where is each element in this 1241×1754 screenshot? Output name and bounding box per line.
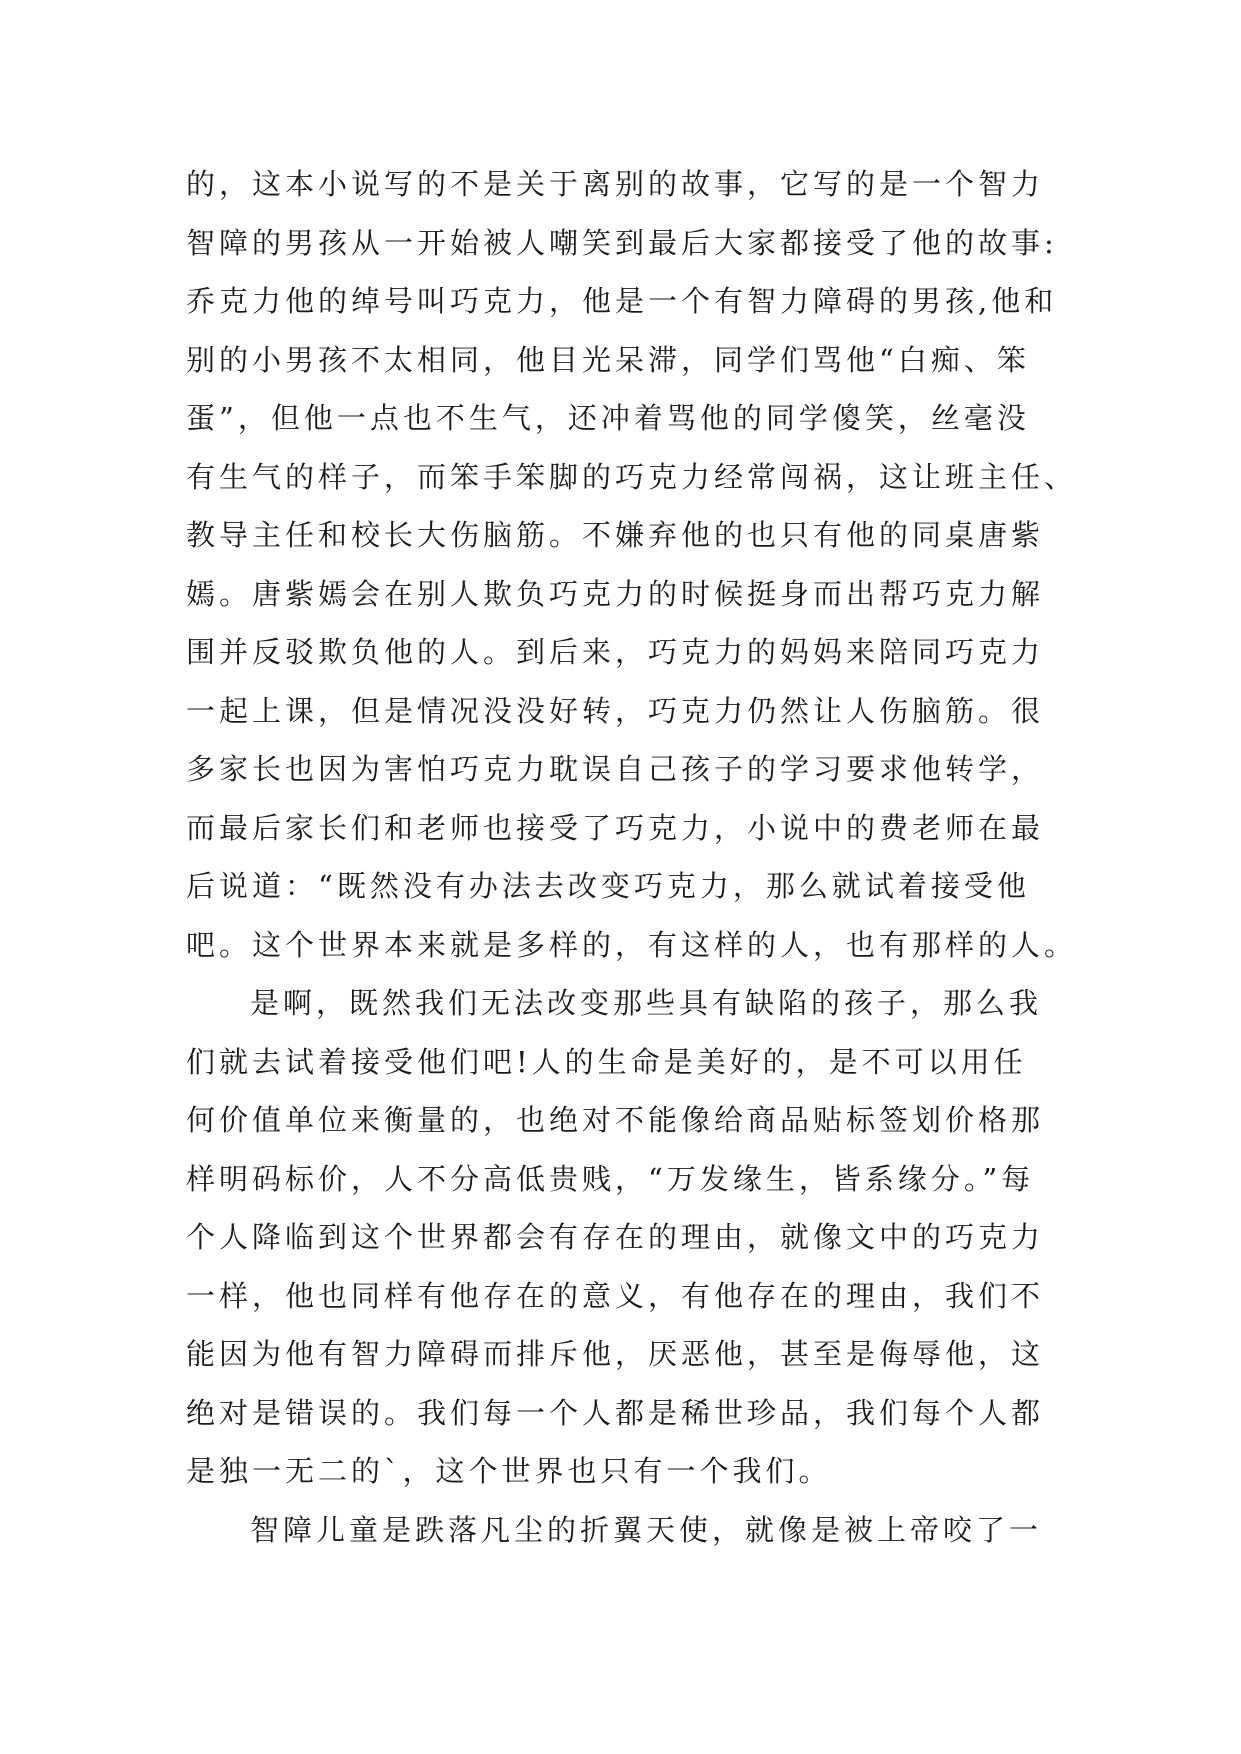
text-line: 样明码标价，人不分高低贵贱，“万发缘生，皆系缘分。”每 xyxy=(186,1161,1035,1196)
text-line: 后说道：“既然没有办法去改变巧克力，那么就试着接受他 xyxy=(186,869,1030,903)
text-line: 别的小男孩不太相同，他目光呆滞，同学们骂他“白痴、笨 xyxy=(186,342,1030,377)
text-line: 的，这本小说写的不是关于离别的故事，它写的是一个智力 xyxy=(186,167,1045,201)
text-line: 一起上课，但是情况没没好转，巧克力仍然让人伤脑筋。很 xyxy=(186,693,1045,728)
text-line: 绝对是错误的。我们每一个人都是稀世珍品，我们每个人都 xyxy=(186,1395,1045,1430)
text-line: 智障的男孩从一开始被人嘲笑到最后大家都接受了他的故事: xyxy=(186,225,1058,260)
text-line: 而最后家长们和老师也接受了巧克力，小说中的费老师在最 xyxy=(186,810,1045,845)
body-text xyxy=(186,155,1086,1559)
paragraph-start-line: 是啊，既然我们无法改变那些具有缺陷的孩子，那么我 xyxy=(250,986,1043,1020)
text-line: 何价值单位来衡量的，也绝对不能像给商品贴标签划价格那 xyxy=(186,1103,1045,1137)
text-line: 乔克力他的绰号叫巧克力，他是一个有智力障碍的男孩,他和 xyxy=(186,284,1058,318)
text-line: 蛋”，但他一点也不生气，还冲着骂他的同学傻笑，丝毫没 xyxy=(186,401,1030,435)
paragraph-start-line: 智障儿童是跌落凡尘的折翼天使，就像是被上帝咬了一 xyxy=(250,1512,1043,1547)
text-line: 多家长也因为害怕巧克力耽误自己孩子的学习要求他转学， xyxy=(186,752,1045,786)
text-line: 是独一无二的`，这个世界也只有一个我们。 xyxy=(186,1454,832,1488)
text-line: 个人降临到这个世界都会有存在的理由，就像文中的巧克力 xyxy=(186,1220,1045,1254)
text-line: 教导主任和校长大伤脑筋。不嫌弃他的也只有他的同桌唐紫 xyxy=(186,518,1045,552)
text-line: 吧。这个世界本来就是多样的，有这样的人，也有那样的人。 xyxy=(186,927,1078,962)
text-line: 们就去试着接受他们吧!人的生命是美好的，是不可以用任 xyxy=(186,1044,1027,1079)
text-line: 嫣。唐紫嫣会在别人欺负巧克力的时候挺身而出帮巧克力解 xyxy=(186,576,1045,611)
text-line: 一样，他也同样有他存在的意义，有他存在的理由，我们不 xyxy=(186,1278,1045,1313)
text-line: 能因为他有智力障碍而排斥他，厌恶他，甚至是侮辱他，这 xyxy=(186,1337,1045,1371)
text-line: 围并反驳欺负他的人。到后来，巧克力的妈妈来陪同巧克力 xyxy=(186,635,1045,669)
text-line: 有生气的样子，而笨手笨脚的巧克力经常闯祸，这让班主任、 xyxy=(186,459,1078,494)
